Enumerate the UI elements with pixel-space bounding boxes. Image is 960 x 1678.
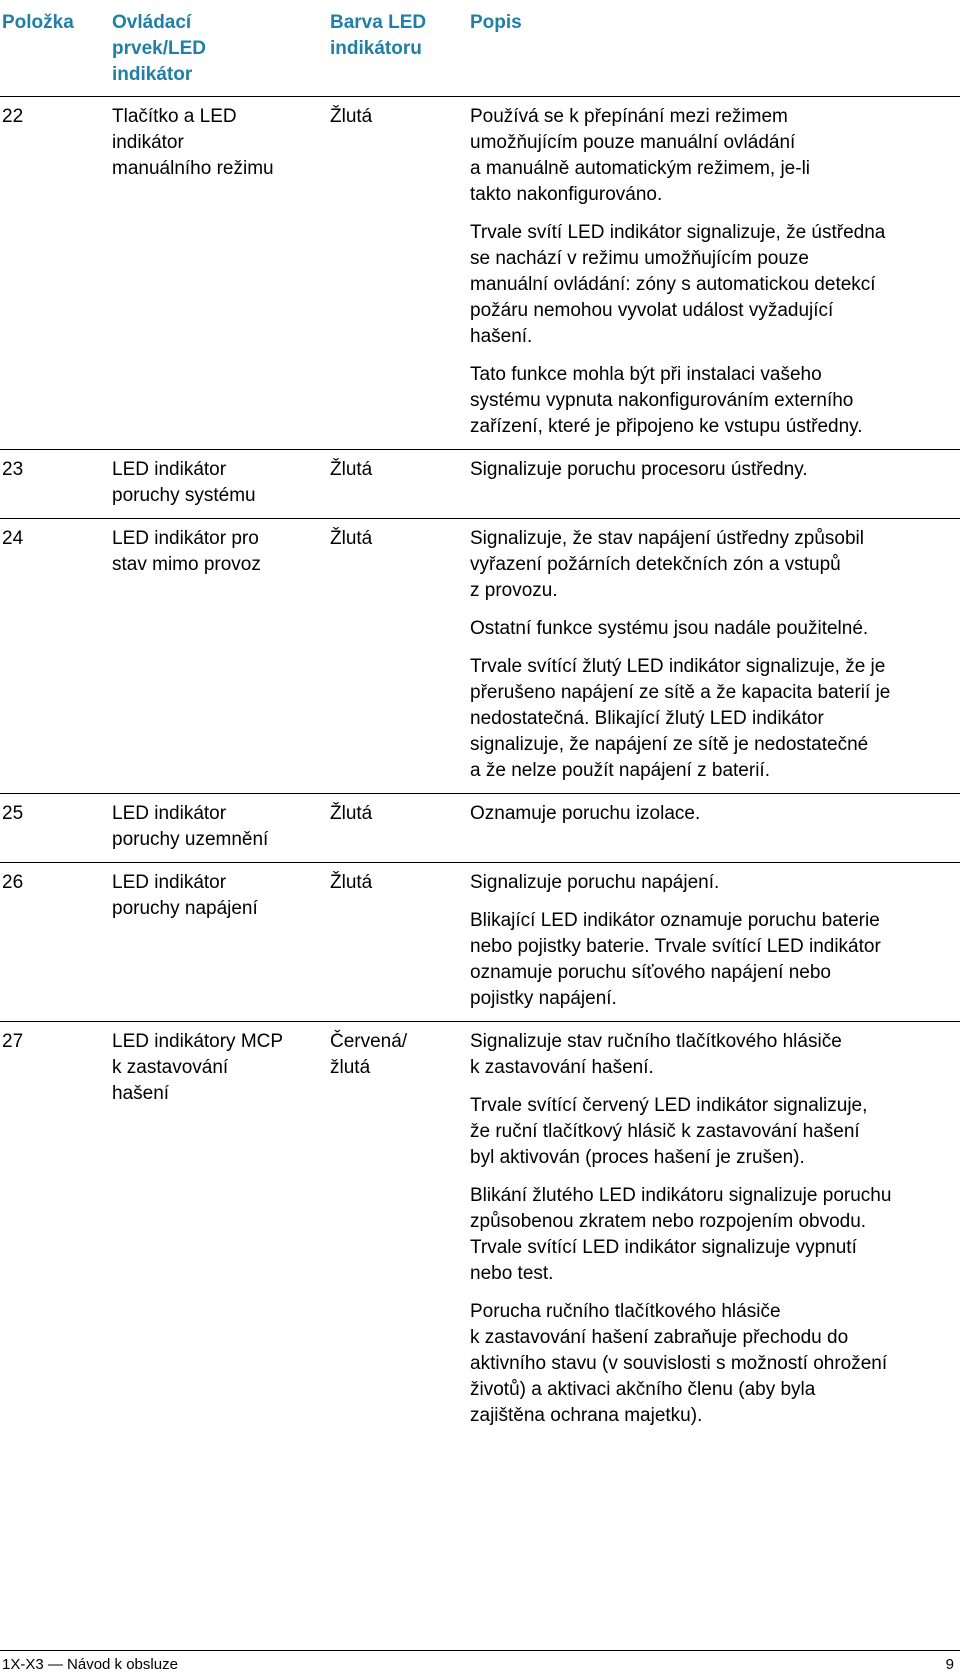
- row-item-number: [0, 519, 110, 794]
- row-description: [468, 863, 960, 1022]
- row-item-number-text: 26: [2, 872, 24, 893]
- row-control-name-text: LED indikátor poruchy napájení: [112, 872, 258, 919]
- row-item-number: [0, 1022, 110, 1439]
- table-row: [0, 450, 960, 519]
- table-header-row: [0, 6, 960, 97]
- row-item-number-text: 24: [2, 528, 24, 549]
- table-row: [0, 97, 960, 450]
- row-led-color-text: Červená/ žlutá: [330, 1031, 408, 1078]
- description-paragraph: Ostatní funkce systému jsou nadále použitelné.: [470, 618, 869, 639]
- row-item-number: [0, 794, 110, 863]
- description-paragraph: Signalizuje poruchu napájení.: [470, 872, 720, 893]
- row-control-name-text: LED indikátor poruchy uzemnění: [112, 803, 269, 850]
- row-control-name-text: LED indikátor pro stav mimo provoz: [112, 528, 261, 575]
- row-led-color-text: Žlutá: [330, 106, 373, 127]
- row-description: [468, 519, 960, 794]
- row-control-name: [110, 519, 328, 794]
- row-control-name-text: LED indikátory MCP k zastavování hašení: [112, 1031, 284, 1104]
- row-control-name: [110, 97, 328, 450]
- row-description: [468, 97, 960, 450]
- row-item-number-text: 25: [2, 803, 24, 824]
- row-item-number-text: 23: [2, 459, 24, 480]
- row-control-name: [110, 863, 328, 1022]
- row-control-name-text: Tlačítko a LED indikátor manuálního režimu: [112, 106, 274, 179]
- description-paragraph: Oznamuje poruchu izolace.: [470, 803, 701, 824]
- indicator-table: [0, 6, 960, 1438]
- description-paragraph: Signalizuje, že stav napájení ústředny způsobil vyřazení požárních detekčních zón a vstupů z provozu.: [470, 528, 864, 601]
- row-description: [468, 450, 960, 519]
- description-paragraph: Trvale svítící žlutý LED indikátor signalizuje, že je přerušeno napájení ze sítě a že kapacita baterií je nedostatečná. Blikající žlutý LED indikátor signalizuje, že napájení ze sítě je nedostatečné a že nelze použít napájení z baterií.: [470, 656, 891, 781]
- description-paragraph: Používá se k přepínání mezi režimem umožňujícím pouze manuální ovládání a manuálně automatickým režimem, je-li takto nakonfigurováno.: [470, 106, 811, 205]
- description-paragraph: Blikání žlutého LED indikátoru signalizuje poruchu způsobenou zkratem nebo rozpojením obvodu. Trvale svítící LED indikátor signalizuje vypnutí nebo test.: [470, 1185, 892, 1284]
- table-row: [0, 794, 960, 863]
- row-led-color: [328, 794, 468, 863]
- row-item-number-text: 27: [2, 1031, 24, 1052]
- description-paragraph: Porucha ručního tlačítkového hlásiče k zastavování hašení zabraňuje přechodu do aktivního stavu (v souvislosti s možností ohrožení životů) a aktivaci akčního členu (aby byla zajištěna ochrana majetku).: [470, 1301, 888, 1426]
- description-paragraph: Trvale svítí LED indikátor signalizuje, že ústředna se nachází v režimu umožňujícím pouze manuální ovládání: zóny s automatickou detekcí požáru nemohou vyvolat událost vyžadující hašení.: [470, 222, 886, 347]
- row-led-color-text: Žlutá: [330, 459, 373, 480]
- header-description: Popis: [470, 12, 522, 33]
- table-row: [0, 1022, 960, 1439]
- table-body: [0, 97, 960, 1439]
- row-led-color: [328, 97, 468, 450]
- row-led-color: [328, 863, 468, 1022]
- row-led-color-text: Žlutá: [330, 528, 373, 549]
- row-item-number: [0, 863, 110, 1022]
- row-control-name: [110, 1022, 328, 1439]
- row-led-color-text: Žlutá: [330, 803, 373, 824]
- table-row: [0, 863, 960, 1022]
- row-control-name: [110, 794, 328, 863]
- row-led-color: [328, 450, 468, 519]
- row-led-color-text: Žlutá: [330, 872, 373, 893]
- row-item-number: [0, 450, 110, 519]
- row-control-name: [110, 450, 328, 519]
- description-paragraph: Tato funkce mohla být při instalaci vašeho systému vypnuta nakonfigurováním externího zařízení, které je připojeno ke vstupu ústředny.: [470, 364, 863, 437]
- description-paragraph: Trvale svítící červený LED indikátor signalizuje, že ruční tlačítkový hlásič k zastavování hašení byl aktivován (proces hašení je zrušen).: [470, 1095, 868, 1168]
- footer-document-title: 1X-X3 — Návod k obsluze: [2, 1656, 178, 1673]
- table-row: [0, 519, 960, 794]
- row-led-color: [328, 1022, 468, 1439]
- header-control: Ovládací prvek/LED indikátor: [112, 12, 206, 85]
- footer-divider: [0, 1650, 960, 1651]
- row-description: [468, 794, 960, 863]
- row-item-number: [0, 97, 110, 450]
- row-led-color: [328, 519, 468, 794]
- footer-page-number: 9: [945, 1656, 954, 1673]
- row-description: [468, 1022, 960, 1439]
- row-item-number-text: 22: [2, 106, 24, 127]
- header-color: Barva LED indikátoru: [330, 12, 427, 59]
- description-paragraph: Blikající LED indikátor oznamuje poruchu baterie nebo pojistky baterie. Trvale svítící LED indikátor oznamuje poruchu síťového napájení nebo pojistky napájení.: [470, 910, 881, 1009]
- header-item: Položka: [2, 12, 74, 33]
- description-paragraph: Signalizuje poruchu procesoru ústředny.: [470, 459, 808, 480]
- description-paragraph: Signalizuje stav ručního tlačítkového hlásiče k zastavování hašení.: [470, 1031, 842, 1078]
- row-control-name-text: LED indikátor poruchy systému: [112, 459, 256, 506]
